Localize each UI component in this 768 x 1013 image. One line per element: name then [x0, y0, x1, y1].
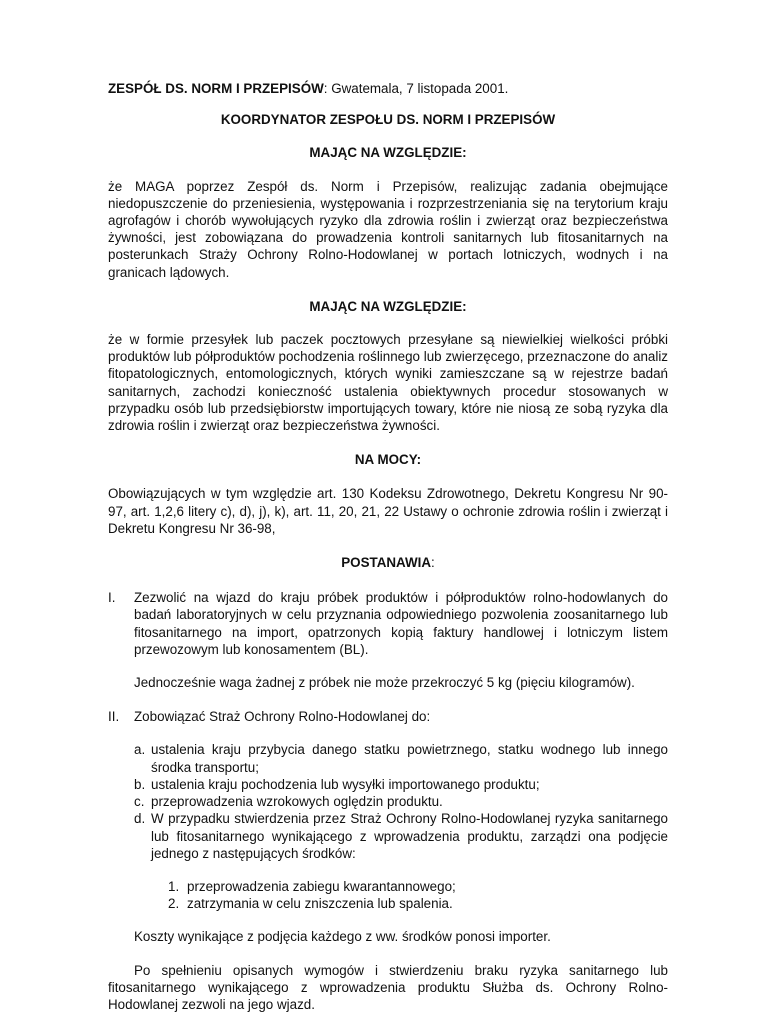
document-page: [108, 80, 668, 1013]
list-item: [134, 741, 668, 775]
section-2: [108, 708, 668, 725]
considering-text-2: że w formie przesyłek lub paczek pocztowych przesyłane są niewielkiej wielkości próbki produktów lub półproduktów pochodzenia roślinnego lub zwierzęcego, przeznaczone do analiz fitopatologicznych, entomologicznych, których wyniki zamieszczane są w rejestrze badań sanitarnych, zachodzi konieczność ustalenia obiektywnych procedur stosowanych w przypadku osób lub przedsiębiorstw importujących towary, które nie niosą ze sobą ryzyka dla zdrowia roślin i zwierząt oraz bezpieczeństwa żywności.: [108, 332, 668, 434]
list-item: [134, 793, 668, 810]
list-item-number: 1.: [168, 878, 180, 894]
list-item-text: przeprowadzenia wzrokowych oględzin produktu.: [151, 794, 443, 810]
list-item: [134, 810, 668, 862]
document-header: [108, 80, 668, 97]
list-item-text: zatrzymania w celu zniszczenia lub spalenia.: [187, 896, 453, 912]
considering-text-1: że MAGA poprzez Zespół ds. Norm i Przepisów, realizując zadania obejmujące niedopuszczenie do przeniesienia, występowania i rozprzestrzeniania się na terytorium kraju agrofagów i chorób wywołujących ryzyko dla zdrowia roślin i zwierząt oraz bezpieczeństwa żywności, jest zobowiązana do prowadzenia kontroli sanitarnych lub fitosanitarnych na posterunkach Straży Ochrony Rolno-Hodowlanej w portach lotniczych, wodnych i na granicach lądowych.: [108, 178, 668, 280]
considering-heading-2: MAJĄC NA WZGLĘDZIE:: [309, 298, 467, 314]
list-item-letter: a.: [134, 742, 146, 758]
coordinator-title: KOORDYNATOR ZESPOŁU DS. NORM I PRZEPISÓW: [220, 112, 556, 128]
section-1-number: I.: [108, 590, 116, 606]
authority-text: Obowiązujących w tym względzie art. 130 Kodeksu Zdrowotnego, Dekretu Kongresu Nr 90-97, art. 1,2,6 litery c), d), j), k), art. 11, 20, 21, 22 Ustawy o ochronie zdrowia roślin i zwierząt i Dekretu Kongresu Nr 36-98,: [108, 486, 668, 536]
decides-colon: :: [431, 555, 435, 571]
final-paragraph: Po spełnieniu opisanych wymogów i stwierdzeniu braku ryzyka sanitarnego lub fitosanitarnego wynikającego z wprowadzenia produktu Służba ds. Ochrony Rolno-Hodowlanej zezwoli na jego wjazd.: [108, 962, 668, 1012]
list-item: [168, 878, 668, 895]
list-item-letter: d.: [134, 811, 146, 827]
section-1-text: Zezwolić na wjazd do kraju próbek produktów i półproduktów rolno-hodowlanych do badań laboratoryjnych w celu przyznania odpowiedniego pozwolenia zoosanitarnego lub fitosanitarnego na import, opatrzonych kopią faktury handlowej i lotniczym listem przewozowym lub konosamentem (BL).: [134, 590, 668, 657]
considering-heading-1: MAJĄC NA WZGLĘDZIE:: [309, 145, 467, 161]
measures-list: [168, 878, 668, 912]
list-item-text: ustalenia kraju pochodzenia lub wysyłki importowanego produktu;: [151, 776, 540, 792]
list-item: [134, 776, 668, 793]
issuing-body: ZESPÓŁ DS. NORM I PRZEPISÓW: [108, 81, 324, 96]
decides-word: POSTANAWIA: [341, 555, 432, 571]
authority-heading: NA MOCY:: [354, 452, 422, 468]
list-item-text: W przypadku stwierdzenia przez Straż Ochrony Rolno-Hodowlanej ryzyka sanitarnego lub fitosanitarnego wynikającego z wprowadzenia produktu, zarządzi ona podjęcie jednego z następujących środków:: [151, 811, 668, 861]
list-item: [168, 895, 668, 912]
obligations-list: [134, 741, 668, 861]
list-item-letter: c.: [134, 794, 145, 810]
section-1-note: Jednocześnie waga żadnej z próbek nie może przekroczyć 5 kg (pięciu kilogramów).: [134, 675, 635, 691]
section-2-number: II.: [108, 709, 120, 725]
decides-heading: [108, 554, 668, 571]
list-item-number: 2.: [168, 896, 180, 912]
section-1: [108, 589, 668, 658]
place-and-date: : Gwatemala, 7 listopada 2001.: [323, 81, 509, 96]
section-2-text: Zobowiązać Straż Ochrony Rolno-Hodowlanej do:: [134, 709, 431, 725]
list-item-letter: b.: [134, 776, 146, 792]
costs-note: Koszty wynikające z podjęcia każdego z ww. środków ponosi importer.: [134, 929, 551, 945]
list-item-text: ustalenia kraju przybycia danego statku powietrznego, statku wodnego lub innego środka transportu;: [151, 742, 668, 775]
list-item-text: przeprowadzenia zabiegu kwarantannowego;: [187, 878, 456, 894]
